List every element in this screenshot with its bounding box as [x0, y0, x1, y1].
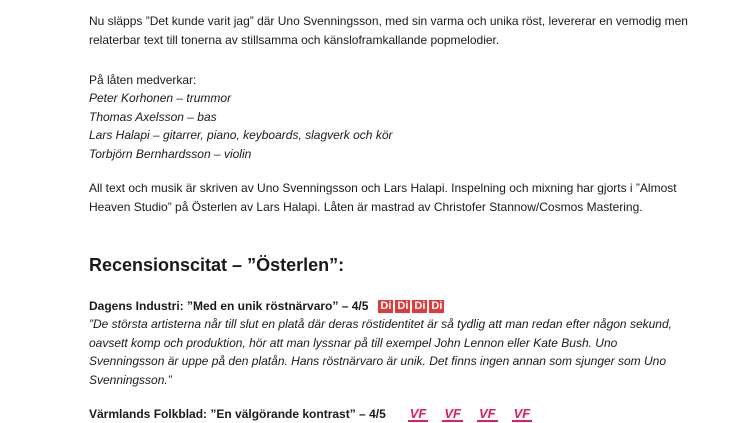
review-varmlands-folkblad — [89, 405, 689, 423]
rating-logos-di — [378, 300, 444, 313]
review-source: Värmlands Folkblad: ”En välgörande kontrast” – 4/5 — [89, 407, 386, 421]
vf-logo-icon: VF — [479, 405, 496, 421]
rating-logos-vf — [396, 407, 533, 422]
review-source-line — [89, 297, 689, 315]
credit-line: Thomas Axelsson – bas — [89, 109, 217, 124]
credit-line: Lars Halapi – gitarrer, piano, keyboards, slagverk och kör — [89, 128, 393, 143]
di-logo-icon: Di — [431, 299, 443, 312]
di-logo-icon: Di — [380, 299, 392, 312]
credits-title: På låten medverkar: — [89, 73, 197, 87]
review-quote: ”De största artisterna når till slut en platå där deras röstidentitet är så tydlig att man redan efter någon sekund, oavsett komp och produktion, hör att man lyssnar på till exempel John Lennon eller Kate Bush. Uno Svenningsson är uppe på den platån. Hans röstnärvaro är unik. Det finns ingen annan som sjunger som Uno Svenningsson.” — [89, 317, 672, 387]
review-source: Dagens Industri: ”Med en unik röstnärvaro” – 4/5 — [89, 299, 369, 313]
vf-logo-icon: VF — [409, 405, 427, 421]
intro-paragraph: Nu släpps ”Det kunde varit jag” där Uno Svenningsson, med sin varma och unika röst, levererar en vemodig men relaterbar text till tonerna av stillsamma och känsloframkallande popmelodier. — [89, 14, 688, 47]
reviews-heading: Recensionscitat – ”Österlen”: — [89, 255, 345, 275]
review-dagens-industri — [89, 297, 689, 389]
credit-line: Peter Korhonen – trummor — [89, 91, 232, 105]
credits-list — [89, 89, 393, 163]
credit-line: Torbjörn Bernhardsson – violin — [89, 146, 252, 161]
review-source-line — [89, 405, 689, 423]
di-logo-icon: Di — [414, 299, 426, 312]
vf-logo-icon: VF — [513, 405, 531, 421]
di-logo-icon: Di — [397, 299, 409, 312]
production-paragraph: All text och musik är skriven av Uno Svenningsson och Lars Halapi. Inspelning och mixning har gjorts i ”Almost Heaven Studio” på Österlen av Lars Halapi. Låten är mastrad av Christofer Stannow/Cosmos Mastering. — [89, 181, 677, 214]
vf-logo-icon: VF — [444, 405, 461, 421]
